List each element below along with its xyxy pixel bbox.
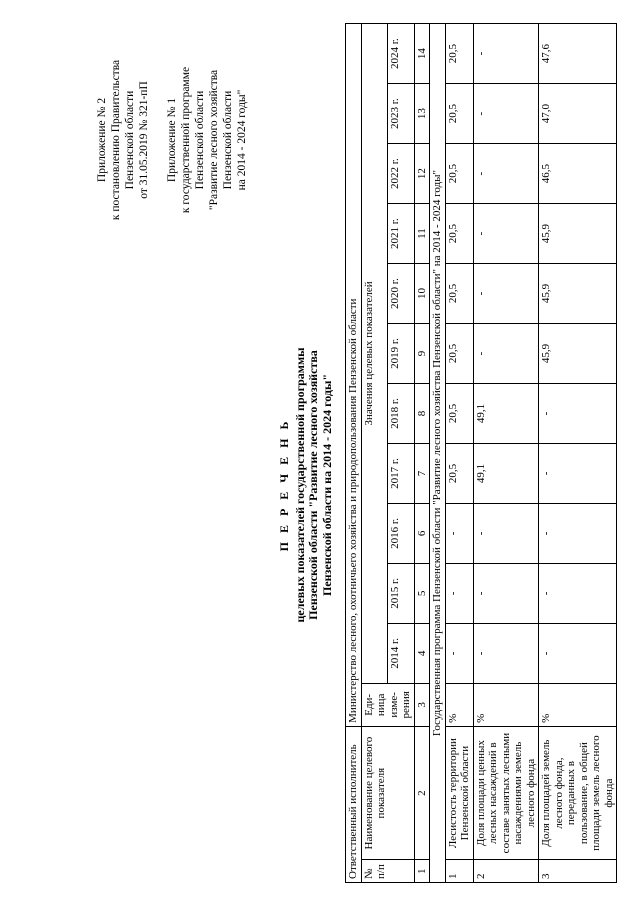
indicator-value: 45,9 (539, 264, 617, 324)
appendix-2-line: Пензенской области (124, 90, 136, 190)
appendix-1-line: Пензенской области (222, 90, 234, 190)
indicator-value: - (539, 443, 617, 503)
appendix-2-line: Приложение № 2 (96, 97, 108, 183)
col-name-header: Наименование целевого показателя (361, 726, 414, 860)
column-number: 3 (414, 683, 430, 726)
year-header: 2017 г. (388, 443, 415, 503)
indicator-value: - (473, 324, 539, 384)
table-row (539, 24, 617, 883)
year-header: 2018 г. (388, 384, 415, 444)
column-number: 1 (414, 860, 430, 883)
column-number: 4 (414, 623, 430, 683)
indicator-value: 45,9 (539, 204, 617, 264)
indicator-value: 20,5 (445, 84, 473, 144)
indicator-value: 20,5 (445, 144, 473, 204)
appendix-1-line: на 2014 - 2024 годы" (236, 89, 248, 191)
indicator-value: - (473, 204, 539, 264)
indicator-value: - (445, 623, 473, 683)
document-title (278, 265, 334, 705)
column-number: 10 (414, 264, 430, 324)
appendix-1-line: "Развитие лесного хозяйства (208, 69, 220, 211)
indicator-value: - (539, 623, 617, 683)
responsible-value: Министерство лесного, охотничьего хозяйства и природопользования Пензенской области (346, 24, 362, 727)
table-row (445, 24, 473, 883)
indicator-unit: % (445, 683, 473, 726)
indicator-value: 20,5 (445, 264, 473, 324)
indicator-value: - (473, 144, 539, 204)
title-line: Пензенской области на 2014 - 2024 годы" (319, 373, 334, 597)
title-line: Пензенской области "Развитие лесного хозяйства (306, 350, 320, 620)
year-header: 2019 г. (388, 324, 415, 384)
title-line: целевых показателей государственной программы (292, 347, 307, 623)
indicator-value: 20,5 (445, 204, 473, 264)
column-number: 7 (414, 443, 430, 503)
indicator-value: - (473, 84, 539, 144)
indicator-unit: % (539, 683, 617, 726)
table-row (473, 24, 539, 883)
year-header: 2020 г. (388, 264, 415, 324)
column-number: 8 (414, 384, 430, 444)
indicator-value: 47,6 (539, 24, 617, 84)
indicator-value: 20,5 (445, 384, 473, 444)
indicator-value: 46,5 (539, 144, 617, 204)
indicator-value: - (473, 623, 539, 683)
indicator-name: Лесистость территории Пензенской области (445, 726, 473, 860)
indicator-value: - (473, 24, 539, 84)
indicator-name: Доля площадей земель лесного фонда, переданных в пользование, в общей площади земель лесного фонда (539, 726, 617, 860)
column-numbers-row (414, 24, 430, 883)
header-row (361, 24, 388, 883)
column-number: 2 (414, 726, 430, 860)
indicator-value: 47,0 (539, 84, 617, 144)
appendix-2-header (95, 25, 151, 255)
indicator-value: - (539, 563, 617, 623)
responsible-row (346, 24, 362, 883)
year-header: 2023 г. (388, 84, 415, 144)
column-number: 12 (414, 144, 430, 204)
indicator-value: 20,5 (445, 24, 473, 84)
column-number: 6 (414, 503, 430, 563)
indicator-value: 49,1 (473, 443, 539, 503)
program-row (430, 24, 446, 883)
indicator-value: - (445, 563, 473, 623)
row-number: 2 (473, 860, 539, 883)
appendix-1-line: Пензенской области (194, 90, 206, 190)
responsible-label: Ответственный исполнитель (346, 726, 362, 882)
row-number: 3 (539, 860, 617, 883)
indicator-value: 45,9 (539, 324, 617, 384)
row-number: 1 (445, 860, 473, 883)
indicator-unit: % (473, 683, 539, 726)
year-header: 2021 г. (388, 204, 415, 264)
title-word: П Е Р Е Ч Е Н Ь (277, 418, 291, 552)
appendix-1-header (165, 25, 249, 255)
column-number: 11 (414, 204, 430, 264)
appendix-1-line: Приложение № 1 (166, 97, 178, 183)
indicator-value: 20,5 (445, 324, 473, 384)
col-values-header: Значения целевых показателей (361, 24, 388, 684)
year-header: 2015 г. (388, 563, 415, 623)
indicator-value: - (539, 503, 617, 563)
year-header: 2016 г. (388, 503, 415, 563)
indicator-value: 20,5 (445, 443, 473, 503)
indicator-value: - (539, 384, 617, 444)
column-number: 13 (414, 84, 430, 144)
col-no-header: № п/п (361, 860, 414, 883)
indicator-value: - (473, 503, 539, 563)
indicator-value: - (445, 503, 473, 563)
appendix-1-line: к государственной программе (180, 66, 192, 214)
column-number: 9 (414, 324, 430, 384)
column-number: 14 (414, 24, 430, 84)
appendix-2-line: к постановлению Правительства (110, 59, 122, 221)
appendix-2-line: от 31.05.2019 № 321-пП (138, 81, 150, 199)
indicator-value: - (473, 563, 539, 623)
indicator-value: - (473, 264, 539, 324)
col-unit-header: Еди-ница изме-рения (361, 683, 414, 726)
year-header: 2022 г. (388, 144, 415, 204)
indicator-name: Доля площади ценных лесных насаждений в составе занятых лесными насаждениями земель лесного фонда (473, 726, 539, 860)
year-header: 2014 г. (388, 623, 415, 683)
year-header: 2024 г. (388, 24, 415, 84)
indicators-table (345, 23, 617, 883)
program-label: Государственная программа Пензенской области "Развитие лесного хозяйства Пензенской области" на 2014 - 2024 годы" (430, 24, 446, 883)
indicator-value: 49,1 (473, 384, 539, 444)
column-number: 5 (414, 563, 430, 623)
